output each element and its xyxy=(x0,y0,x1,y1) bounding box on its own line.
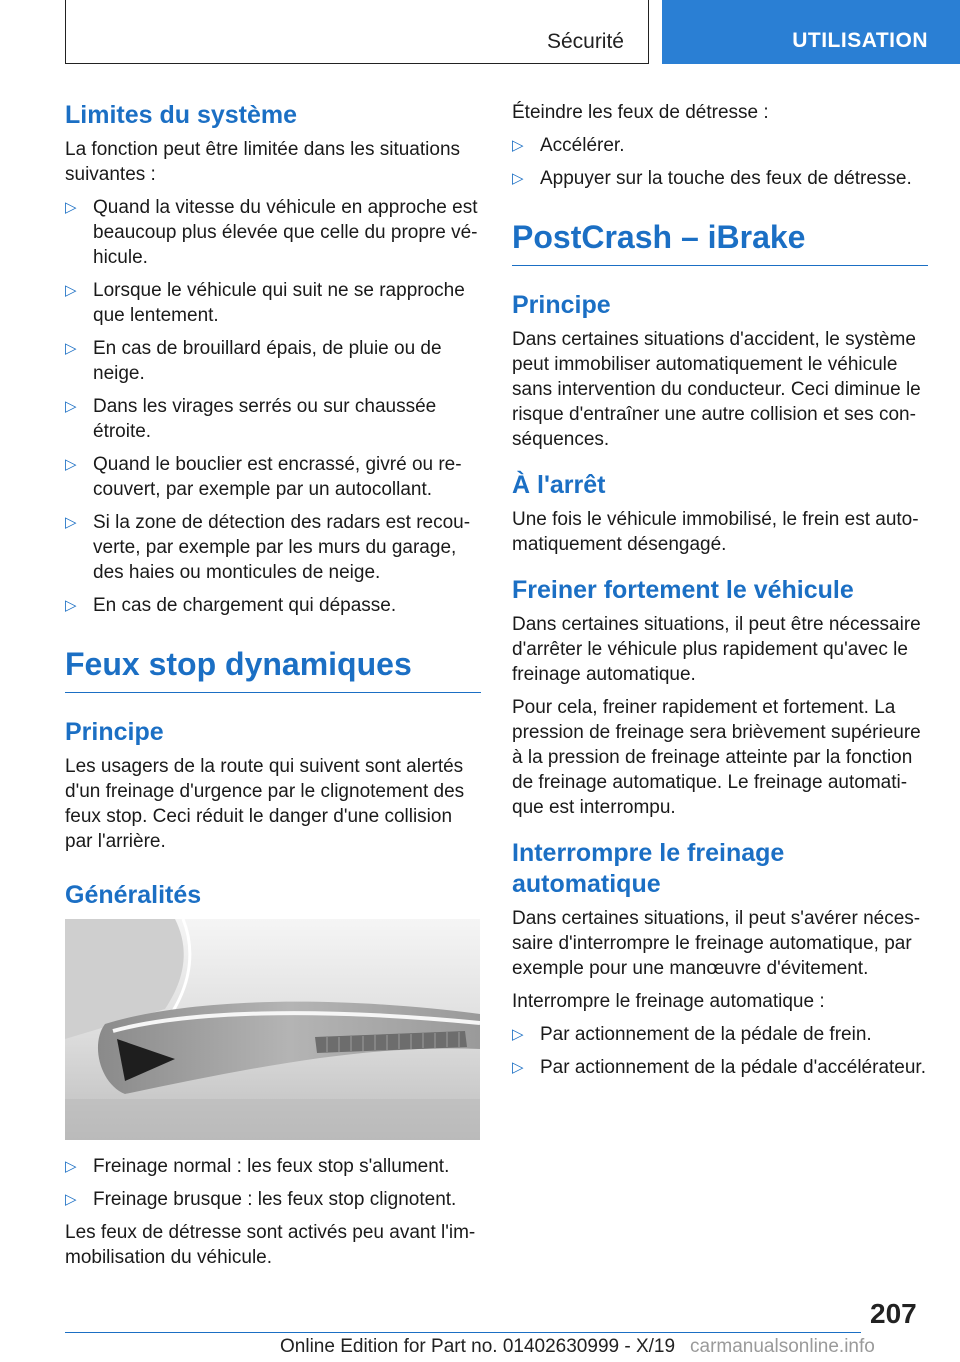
list-item: ▷ Dans les virages serrés ou sur chaussée étroite. xyxy=(65,396,437,442)
triangle-right-icon: ▷ xyxy=(512,170,524,187)
hazard-text: Les feux de détresse sont activés peu avant l'im-mobilisation du véhicule. xyxy=(65,1222,476,1268)
list-item: ▷ Si la zone de détection des radars est recou-verte, par exemple par les murs du garage, des haies ou monticules de neige. xyxy=(65,512,471,583)
list-item: ▷ Accélérer. xyxy=(512,135,625,156)
list-item: ▷ Quand la vitesse du véhicule en approche est beaucoup plus élevée que celle du propre vé-hicule. xyxy=(65,197,478,268)
list-item: ▷ En cas de brouillard épais, de pluie ou de neige. xyxy=(65,338,442,384)
principe-heading: Principe xyxy=(65,718,164,746)
footer-watermark: carmanualsonline.info xyxy=(690,1336,875,1357)
header-chapter-title: UTILISATION xyxy=(792,29,928,52)
arret-heading: À l'arrêt xyxy=(512,471,606,499)
interrompre-heading: Interrompre le freinage automatique xyxy=(512,839,785,898)
tail-light-illustration xyxy=(65,919,480,1140)
list-item: ▷ Appuyer sur la touche des feux de détresse. xyxy=(512,168,912,189)
header-frame xyxy=(65,0,649,64)
triangle-right-icon: ▷ xyxy=(65,1158,77,1175)
triangle-right-icon: ▷ xyxy=(65,199,77,216)
principe-text-right: Dans certaines situations d'accident, le système peut immobiliser automatiquement le véhicule sans intervention du conducteur. Ceci diminue le risque d'entraîner une autre collision et ses con-séquences. xyxy=(512,329,921,450)
list-item: ▷ Freinage brusque : les feux stop clignotent. xyxy=(65,1189,457,1210)
triangle-right-icon: ▷ xyxy=(65,1191,77,1208)
triangle-right-icon: ▷ xyxy=(512,1026,524,1043)
limits-heading: Limites du système xyxy=(65,101,298,129)
footer-edition: Online Edition for Part no. 01402630999 - X/19 xyxy=(280,1336,676,1357)
triangle-right-icon: ▷ xyxy=(65,398,77,415)
triangle-right-icon: ▷ xyxy=(65,514,77,531)
list-item: ▷ Quand le bouclier est encrassé, givré ou re-couvert, par exemple par un autocollant. xyxy=(65,454,462,500)
principe-text: Les usagers de la route qui suivent sont alertés d'un freinage d'urgence par le clignotement des feux stop. Ceci réduit le danger d'une collision par l'arrière. xyxy=(65,756,465,852)
list-item: ▷ Freinage normal : les feux stop s'allument. xyxy=(65,1156,450,1177)
right-column xyxy=(512,100,928,1088)
triangle-right-icon: ▷ xyxy=(65,282,77,299)
interrompre-text: Dans certaines situations, il peut s'avérer néces-saire d'interrompre le freinage automatique, par exemple pour une manœuvre d'évitement. xyxy=(512,908,921,979)
header-section-title: Sécurité xyxy=(546,30,624,53)
triangle-right-icon: ▷ xyxy=(512,1059,524,1076)
triangle-right-icon: ▷ xyxy=(65,340,77,357)
header-chapter-tab xyxy=(662,0,960,64)
hazard-off-intro: Éteindre les feux de détresse : xyxy=(512,102,769,123)
principe-heading-right: Principe xyxy=(512,291,611,319)
arret-text: Une fois le véhicule immobilisé, le frein est auto-matiquement désengagé. xyxy=(512,509,919,555)
page-number: 207 xyxy=(870,1298,917,1329)
brake-list xyxy=(65,1154,481,1212)
list-item: ▷ Par actionnement de la pédale d'accélérateur. xyxy=(512,1057,926,1078)
freiner-text-2: Pour cela, freiner rapidement et fortement. La pression de freinage sera brièvement supérieure à la pression de freinage atteinte par la fonction de freinage automatique. Le freinage automati-que est interrompu. xyxy=(512,697,921,818)
limits-intro: La fonction peut être limitée dans les situations suivantes : xyxy=(65,139,461,185)
footer-divider xyxy=(65,1332,861,1333)
tail-light-image xyxy=(65,919,480,1140)
triangle-right-icon: ▷ xyxy=(65,456,77,473)
list-item: ▷ Lorsque le véhicule qui suit ne se rapproche que lentement. xyxy=(65,280,465,326)
hazard-off-list xyxy=(512,133,928,191)
triangle-right-icon: ▷ xyxy=(65,597,77,614)
list-item: ▷ En cas de chargement qui dépasse. xyxy=(65,595,397,616)
interrompre-intro: Interrompre le freinage automatique : xyxy=(512,991,825,1012)
generalites-heading: Généralités xyxy=(65,881,202,909)
interrompre-list xyxy=(512,1022,928,1080)
triangle-right-icon: ▷ xyxy=(512,137,524,154)
limits-list xyxy=(65,195,481,618)
list-item: ▷ Par actionnement de la pédale de frein. xyxy=(512,1024,872,1045)
postcrash-heading: PostCrash – iBrake xyxy=(512,217,928,266)
freiner-text-1: Dans certaines situations, il peut être nécessaire d'arrêter le véhicule plus rapidement qu'avec le freinage automatique. xyxy=(512,614,921,685)
feux-stop-heading: Feux stop dynamiques xyxy=(65,644,481,693)
left-column xyxy=(65,100,481,1278)
freiner-heading: Freiner fortement le véhicule xyxy=(512,576,854,604)
